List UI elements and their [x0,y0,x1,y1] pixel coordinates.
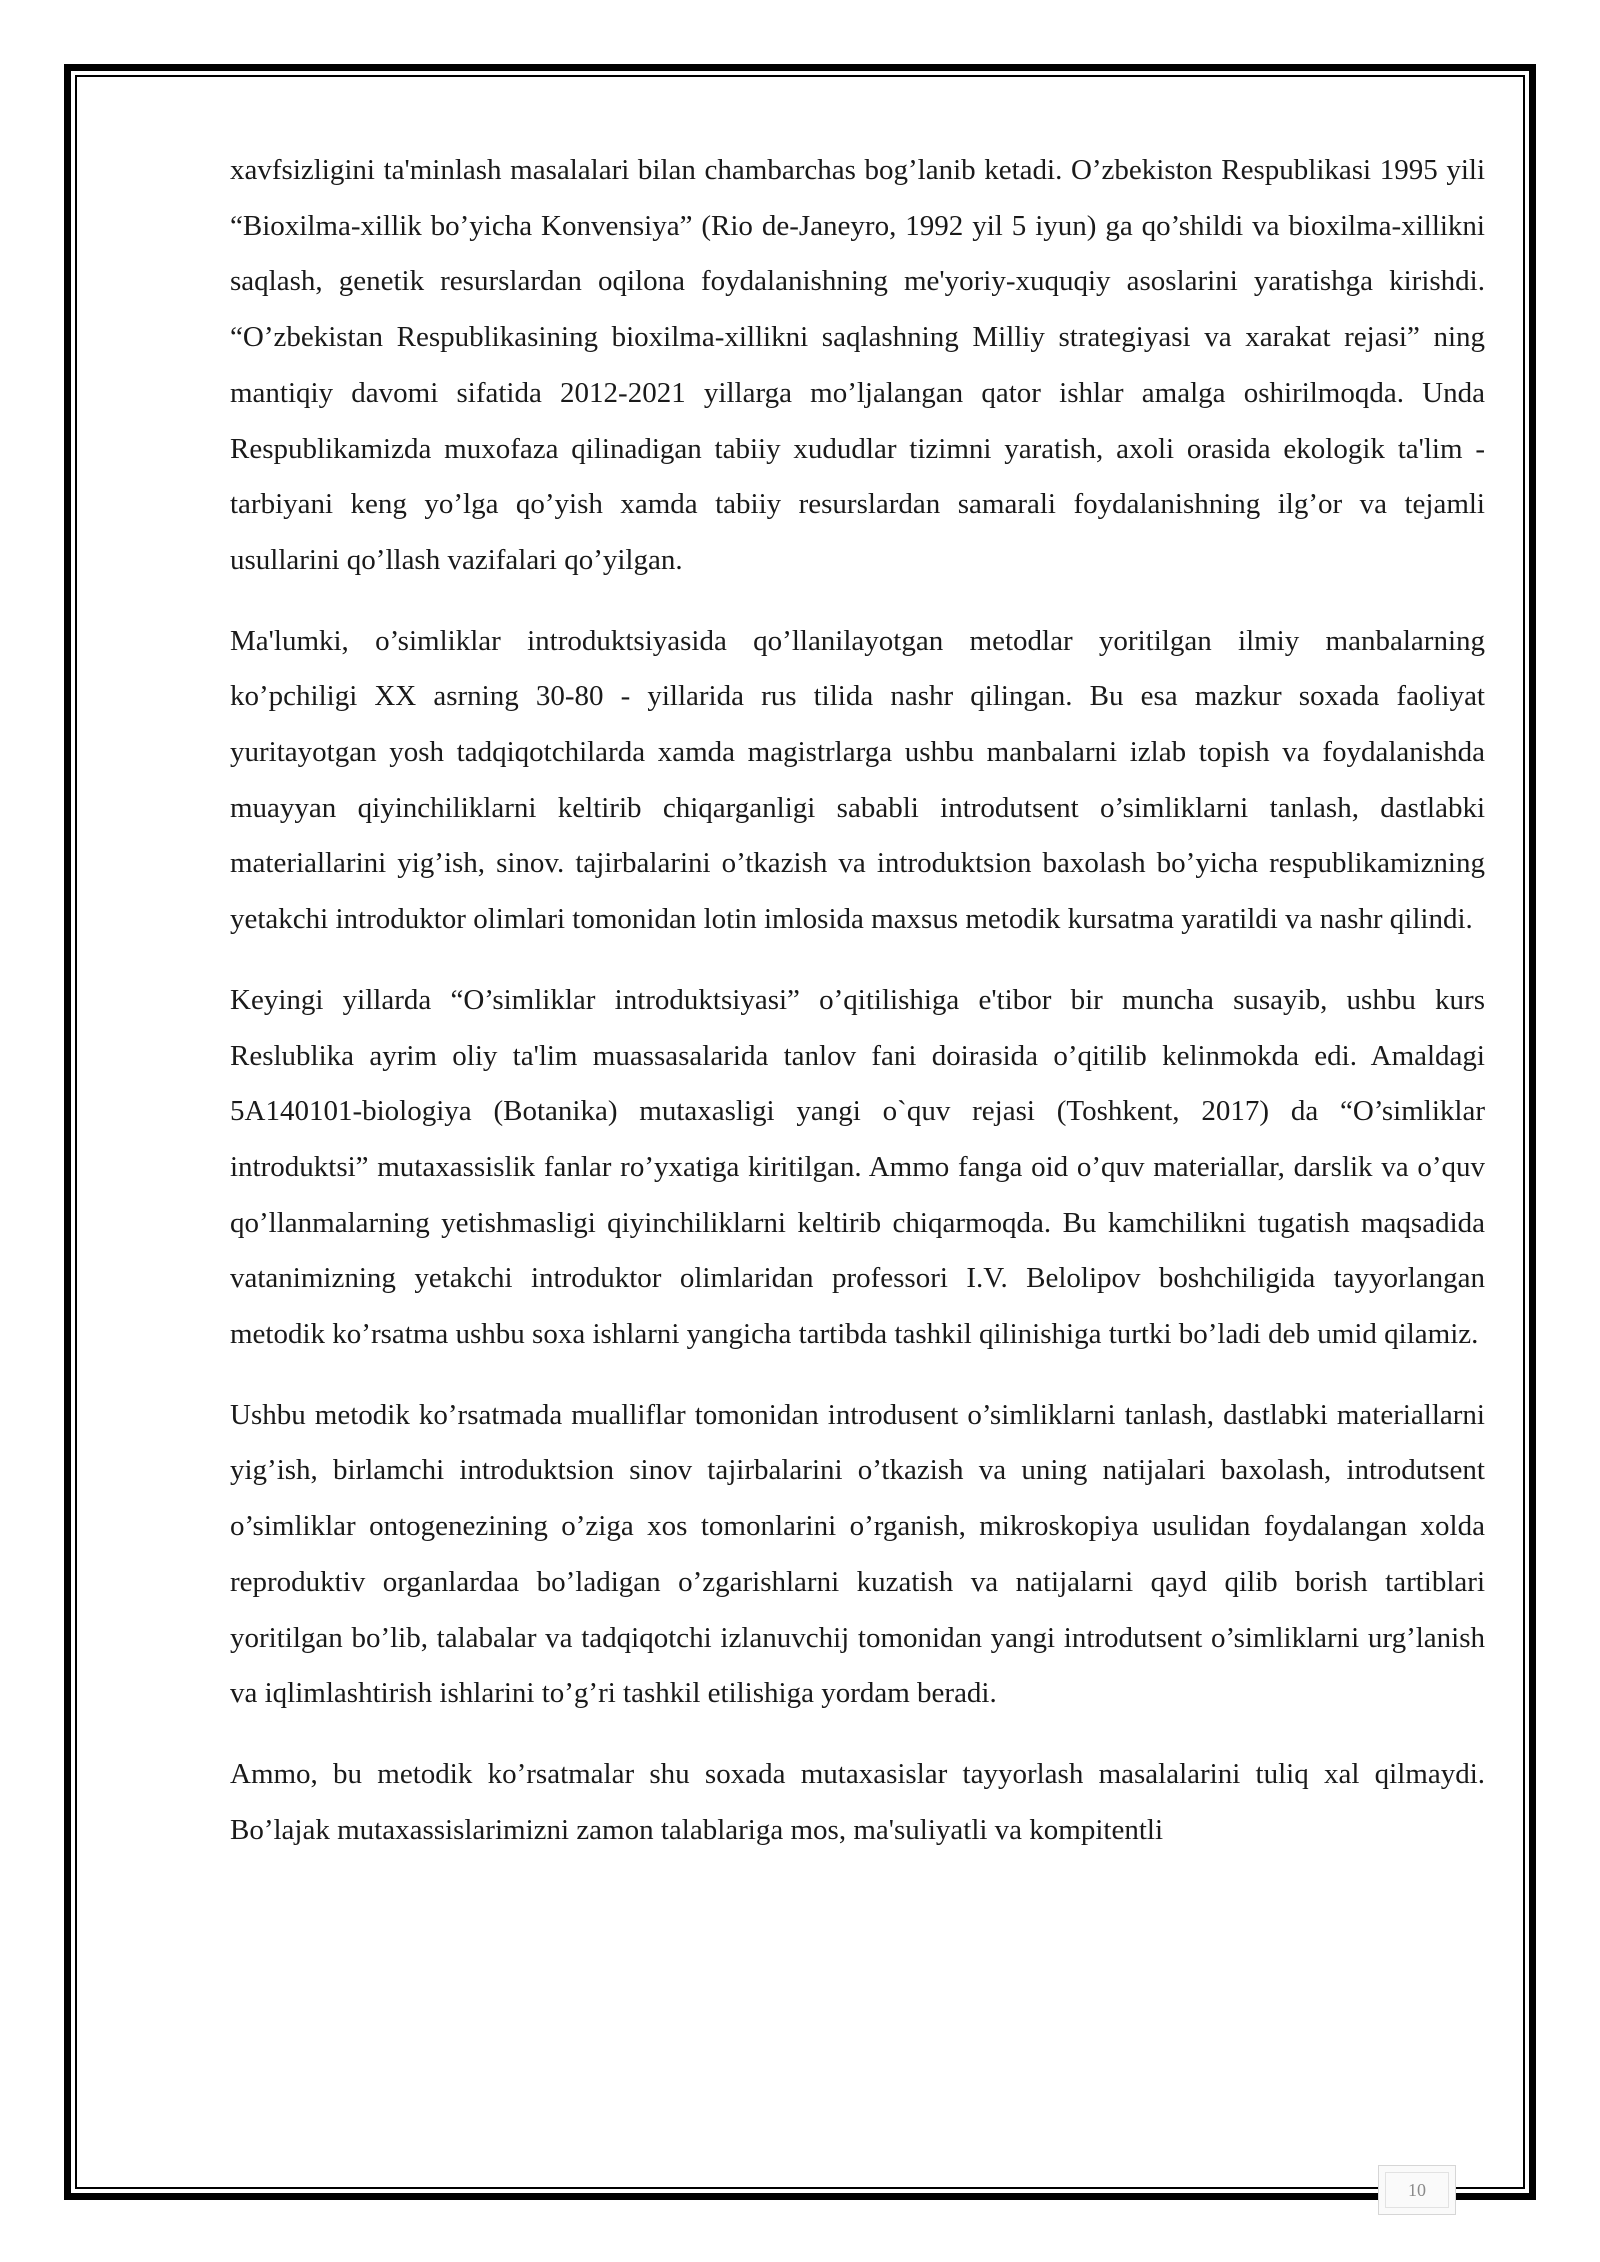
page-number: 10 [1408,2179,1426,2200]
page-number-frame [1378,2165,1456,2215]
paragraph: xavfsizligini ta'minlash masalalari bilan chambarchas bog’lanib ketadi. O’zbekiston Respublikasi 1995 yili “Bioxilma-xillik bo’yicha Konvensiya” (Rio de-Janeyro, 1992 yil 5 iyun) ga qo’shildi va bioxilma-xillikni saqlash, genetik resurslardan oqilona foydalanishning me'yoriy-xuquqiy asoslarini yaratishga kirishdi. “O’zbekistan Respublikasining bioxilma-xillikni saqlashning Milliy strategiyasi va xarakat rejasi” ning mantiqiy davomi sifatida 2012-2021 yillarga mo’ljalangan qator ishlar amalga oshirilmoqda. Unda Respublikamizda muxofaza qilinadigan tabiiy xududlar tizimni yaratish, axoli orasida ekologik ta'lim - tarbiyani keng yo’lga qo’yish xamda tabiiy resurslardan samarali foydalanishning ilg’or va tejamli usullarini qo’llash vazifalari qo’yilgan. [230,154,1485,576]
paragraph: Ma'lumki, o’simliklar introduktsiyasida qo’llanilayotgan metodlar yoritilgan ilmiy manbalarning ko’pchiligi XX asrning 30-80 - yillarida rus tilida nashr qilingan. Bu esa mazkur soxada faoliyat yuritayotgan yosh tadqiqotchilarda xamda magistrlarga ushbu manbalarni izlab topish va foydalanishda muayyan qiyinchiliklarni keltirib chiqarganligi sababli introdutsent o’simliklarni tanlash, dastlabki materiallarini yig’ish, sinov. tajirbalarini o’tkazish va introduktsion baxolash bo’yicha respublikamizning yetakchi introduktor olimlari tomonidan lotin imlosida maxsus metodik kursatma yaratildi va nashr qilindi. [230,624,1485,936]
paragraph: Ushbu metodik ko’rsatmada mualliflar tomonidan introdusent o’simliklarni tanlash, dastlabki materiallarni yig’ish, birlamchi introduktsion sinov tajirbalarini o’tkazish va uning natijalari baxolash, introdutsent o’simliklar ontogenezining o’ziga xos tomonlarini o’rganish, mikroskopiya usulidan foydalangan xolda reproduktiv organlardaa bo’ladigan o’zgarishlarni kuzatish va natijalarni qayd qilib borish tartiblari yoritilgan bo’lib, talabalar va tadqiqotchi izlanuvchij tomonidan yangi introdutsent o’simliklarni urg’lanish va iqlimlashtirish ishlarini to’g’ri tashkil etilishiga yordam beradi. [230,1398,1485,1710]
document-body [230,143,1485,1883]
paragraph: Ammo, bu metodik ko’rsatmalar shu soxada mutaxasislar tayyorlash masalalarini tuliq xal qilmaydi. Bo’lajak mutaxassislarimizni zamon talablariga mos, ma'suliyatli va kompitentli [230,1757,1485,1846]
paragraph: Keyingi yillarda “O’simliklar introduktsiyasi” o’qitilishiga e'tibor bir muncha susayib, ushbu kurs Reslublika ayrim oliy ta'lim muassasalarida tanlov fani doirasida o’qitilib kelinmokda edi. Amaldagi 5A140101-biologiya (Botanika) mutaxasligi yangi o`quv rejasi (Toshkent, 2017) da “O’simliklar introduktsi” mutaxassislik fanlar ro’yxatiga kiritilgan. Ammo fanga oid o’quv materiallar, darslik va o’quv qo’llanmalarning yetishmasligi qiyinchiliklarni keltirib chiqarmoqda. Bu kamchilikni tugatish maqsadida vatanimizning yetakchi introduktor olimlaridan professori I.V. Belolipov boshchiligida tayyorlangan metodik ko’rsatma ushbu soxa ishlarni yangicha tartibda tashkil qilinishiga turtki bo’ladi deb umid qilamiz. [230,983,1485,1351]
